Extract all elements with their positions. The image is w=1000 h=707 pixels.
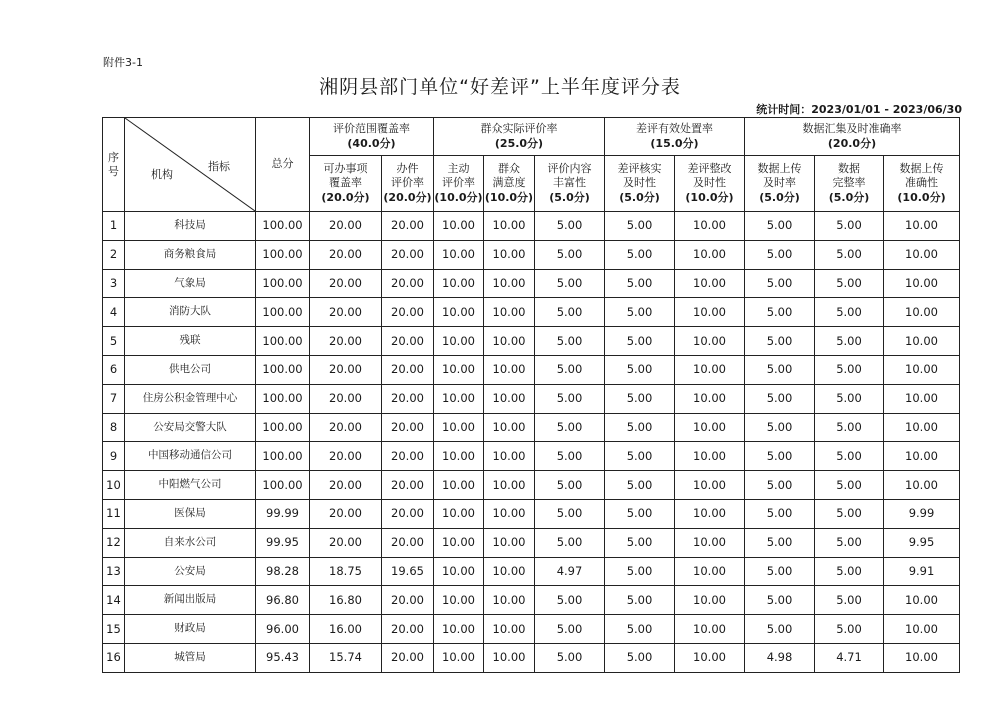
richness-cell: 5.00 xyxy=(535,327,605,356)
richness-cell: 5.00 xyxy=(535,269,605,298)
seq-cell: 6 xyxy=(103,355,125,384)
accuracy-cell: 10.00 xyxy=(884,240,960,269)
stat-time-range: 2023/01/01 - 2023/06/30 xyxy=(811,103,962,116)
completeness-cell: 5.00 xyxy=(815,615,884,644)
upload-timely-cell: 5.00 xyxy=(745,269,815,298)
verify-timely-cell: 5.00 xyxy=(605,355,675,384)
col-header-line: 及时率 xyxy=(763,176,796,190)
case-eval-cell: 20.00 xyxy=(382,212,434,241)
richness-cell: 5.00 xyxy=(535,384,605,413)
upload-timely-cell: 4.98 xyxy=(745,643,815,672)
active-eval-cell: 10.00 xyxy=(434,557,484,586)
total-cell: 100.00 xyxy=(256,355,310,384)
verify-timely-cell: 5.00 xyxy=(605,557,675,586)
case-eval-cell: 20.00 xyxy=(382,240,434,269)
total-cell: 100.00 xyxy=(256,384,310,413)
attachment-label: 附件3-1 xyxy=(103,56,143,69)
org-cell: 自来水公司 xyxy=(125,528,256,557)
accuracy-cell: 10.00 xyxy=(884,269,960,298)
col-header-score: (10.0分) xyxy=(685,190,734,204)
richness-cell: 5.00 xyxy=(535,442,605,471)
seq-cell: 11 xyxy=(103,499,125,528)
org-cell: 城管局 xyxy=(125,643,256,672)
richness-cell: 4.97 xyxy=(535,557,605,586)
verify-timely-cell: 5.00 xyxy=(605,586,675,615)
verify-timely-cell: 5.00 xyxy=(605,212,675,241)
table-row xyxy=(103,442,960,471)
item-coverage-cell: 20.00 xyxy=(310,212,382,241)
table-row xyxy=(103,269,960,298)
group-data-name: 数据汇集及时准确率 xyxy=(802,122,902,136)
col-header-line: 丰富性 xyxy=(553,176,586,190)
org-cell: 科技局 xyxy=(125,212,256,241)
table-row xyxy=(103,615,960,644)
active-eval-cell: 10.00 xyxy=(434,442,484,471)
upload-timely-cell: 5.00 xyxy=(745,298,815,327)
org-cell: 住房公积金管理中心 xyxy=(125,384,256,413)
richness-cell: 5.00 xyxy=(535,298,605,327)
table-row xyxy=(103,298,960,327)
completeness-cell: 5.00 xyxy=(815,413,884,442)
case-eval-cell: 20.00 xyxy=(382,327,434,356)
case-eval-cell: 20.00 xyxy=(382,586,434,615)
table-row xyxy=(103,240,960,269)
total-cell: 100.00 xyxy=(256,442,310,471)
rectify-timely-cell: 10.00 xyxy=(675,240,745,269)
item-coverage-cell: 20.00 xyxy=(310,442,382,471)
completeness-cell: 5.00 xyxy=(815,384,884,413)
header-row-groups xyxy=(103,118,960,156)
case-eval-cell: 20.00 xyxy=(382,298,434,327)
richness-cell: 5.00 xyxy=(535,528,605,557)
item-coverage-cell: 20.00 xyxy=(310,528,382,557)
col-header-score: (5.0分) xyxy=(619,190,660,204)
case-eval-cell: 20.00 xyxy=(382,643,434,672)
seq-cell: 16 xyxy=(103,643,125,672)
col-header-line: 评价内容 xyxy=(547,162,592,176)
verify-timely-cell: 5.00 xyxy=(605,240,675,269)
seq-cell: 5 xyxy=(103,327,125,356)
verify-timely-cell: 5.00 xyxy=(605,615,675,644)
col-header-line: 准确性 xyxy=(905,176,938,190)
col-header-line: 满意度 xyxy=(492,176,526,190)
seq-cell: 8 xyxy=(103,413,125,442)
col-header-line: 群众 xyxy=(498,162,520,176)
item-coverage-cell: 20.00 xyxy=(310,499,382,528)
total-cell: 96.80 xyxy=(256,586,310,615)
org-cell: 消防大队 xyxy=(125,298,256,327)
rectify-timely-cell: 10.00 xyxy=(675,499,745,528)
case-eval-cell: 20.00 xyxy=(382,471,434,500)
active-eval-cell: 10.00 xyxy=(434,384,484,413)
satisfaction-cell: 10.00 xyxy=(484,528,535,557)
active-eval-cell: 10.00 xyxy=(434,499,484,528)
richness-cell: 5.00 xyxy=(535,240,605,269)
table-row xyxy=(103,643,960,672)
satisfaction-cell: 10.00 xyxy=(484,269,535,298)
seq-cell: 2 xyxy=(103,240,125,269)
score-table xyxy=(102,117,960,673)
satisfaction-cell: 10.00 xyxy=(484,384,535,413)
accuracy-cell: 9.95 xyxy=(884,528,960,557)
rectify-timely-cell: 10.00 xyxy=(675,298,745,327)
total-cell: 100.00 xyxy=(256,269,310,298)
org-cell: 气象局 xyxy=(125,269,256,298)
total-cell: 100.00 xyxy=(256,298,310,327)
completeness-cell: 5.00 xyxy=(815,298,884,327)
total-cell: 99.99 xyxy=(256,499,310,528)
col-header-line: 覆盖率 xyxy=(329,176,362,190)
col-header-line: 可办事项 xyxy=(323,162,368,176)
upload-timely-cell: 5.00 xyxy=(745,413,815,442)
upload-timely-cell: 5.00 xyxy=(745,327,815,356)
col-header-item-coverage xyxy=(310,156,382,212)
seq-cell: 7 xyxy=(103,384,125,413)
completeness-cell: 4.71 xyxy=(815,643,884,672)
total-cell: 100.00 xyxy=(256,413,310,442)
seq-header-1: 序 xyxy=(108,150,119,164)
col-header-case-eval xyxy=(382,156,434,212)
case-eval-cell: 20.00 xyxy=(382,615,434,644)
seq-cell: 15 xyxy=(103,615,125,644)
verify-timely-cell: 5.00 xyxy=(605,471,675,500)
org-cell: 残联 xyxy=(125,327,256,356)
seq-header xyxy=(103,118,125,212)
upload-timely-cell: 5.00 xyxy=(745,384,815,413)
org-cell: 公安局 xyxy=(125,557,256,586)
total-cell: 100.00 xyxy=(256,471,310,500)
col-header-upload-timely xyxy=(745,156,815,212)
col-header-line: 及时性 xyxy=(693,176,726,190)
col-header-verify-timely xyxy=(605,156,675,212)
rectify-timely-cell: 10.00 xyxy=(675,384,745,413)
case-eval-cell: 19.65 xyxy=(382,557,434,586)
richness-cell: 5.00 xyxy=(535,643,605,672)
total-cell: 98.28 xyxy=(256,557,310,586)
active-eval-cell: 10.00 xyxy=(434,528,484,557)
total-header: 总分 xyxy=(256,118,310,212)
seq-cell: 3 xyxy=(103,269,125,298)
org-cell: 中阳燃气公司 xyxy=(125,471,256,500)
seq-cell: 12 xyxy=(103,528,125,557)
org-cell: 医保局 xyxy=(125,499,256,528)
table-body xyxy=(103,212,960,673)
table-row xyxy=(103,528,960,557)
item-coverage-cell: 16.00 xyxy=(310,615,382,644)
richness-cell: 5.00 xyxy=(535,355,605,384)
seq-cell: 1 xyxy=(103,212,125,241)
accuracy-cell: 10.00 xyxy=(884,643,960,672)
org-cell: 供电公司 xyxy=(125,355,256,384)
rectify-timely-cell: 10.00 xyxy=(675,557,745,586)
verify-timely-cell: 5.00 xyxy=(605,269,675,298)
rectify-timely-cell: 10.00 xyxy=(675,442,745,471)
active-eval-cell: 10.00 xyxy=(434,355,484,384)
rectify-timely-cell: 10.00 xyxy=(675,269,745,298)
active-eval-cell: 10.00 xyxy=(434,471,484,500)
col-header-line: 数据 xyxy=(838,162,860,176)
group-data-header xyxy=(745,118,960,156)
item-coverage-cell: 20.00 xyxy=(310,327,382,356)
group-evaluation-score: (25.0分) xyxy=(494,136,544,150)
accuracy-cell: 9.99 xyxy=(884,499,960,528)
accuracy-cell: 10.00 xyxy=(884,384,960,413)
seq-cell: 9 xyxy=(103,442,125,471)
col-header-accuracy xyxy=(884,156,960,212)
item-coverage-cell: 20.00 xyxy=(310,471,382,500)
satisfaction-cell: 10.00 xyxy=(484,327,535,356)
item-coverage-cell: 16.80 xyxy=(310,586,382,615)
active-eval-cell: 10.00 xyxy=(434,615,484,644)
group-coverage-name: 评价范围覆盖率 xyxy=(333,122,410,136)
col-header-line: 数据上传 xyxy=(757,162,802,176)
col-header-line: 主动 xyxy=(447,162,470,176)
satisfaction-cell: 10.00 xyxy=(484,240,535,269)
case-eval-cell: 20.00 xyxy=(382,384,434,413)
upload-timely-cell: 5.00 xyxy=(745,615,815,644)
col-header-score: (5.0分) xyxy=(549,190,590,204)
upload-timely-cell: 5.00 xyxy=(745,557,815,586)
col-header-score: (20.0分) xyxy=(383,190,432,204)
active-eval-cell: 10.00 xyxy=(434,586,484,615)
rectify-timely-cell: 10.00 xyxy=(675,471,745,500)
org-indicator-header xyxy=(125,118,256,212)
group-coverage-score: (40.0分) xyxy=(347,136,396,150)
group-bad-review-header xyxy=(605,118,745,156)
table-row xyxy=(103,384,960,413)
col-header-rectify-timely xyxy=(675,156,745,212)
seq-header-2: 号 xyxy=(108,164,119,178)
satisfaction-cell: 10.00 xyxy=(484,413,535,442)
satisfaction-cell: 10.00 xyxy=(484,499,535,528)
org-cell: 中国移动通信公司 xyxy=(125,442,256,471)
accuracy-cell: 10.00 xyxy=(884,471,960,500)
completeness-cell: 5.00 xyxy=(815,586,884,615)
group-evaluation-name: 群众实际评价率 xyxy=(480,122,558,136)
total-cell: 100.00 xyxy=(256,212,310,241)
accuracy-cell: 10.00 xyxy=(884,442,960,471)
completeness-cell: 5.00 xyxy=(815,355,884,384)
rectify-timely-cell: 10.00 xyxy=(675,528,745,557)
satisfaction-cell: 10.00 xyxy=(484,442,535,471)
item-coverage-cell: 20.00 xyxy=(310,298,382,327)
active-eval-cell: 10.00 xyxy=(434,212,484,241)
group-coverage-header xyxy=(310,118,434,156)
col-header-line: 办件 xyxy=(396,162,419,176)
table-row xyxy=(103,499,960,528)
satisfaction-cell: 10.00 xyxy=(484,557,535,586)
completeness-cell: 5.00 xyxy=(815,240,884,269)
total-cell: 100.00 xyxy=(256,240,310,269)
item-coverage-cell: 15.74 xyxy=(310,643,382,672)
active-eval-cell: 10.00 xyxy=(434,269,484,298)
accuracy-cell: 10.00 xyxy=(884,298,960,327)
col-header-score: (10.0分) xyxy=(434,190,483,204)
richness-cell: 5.00 xyxy=(535,413,605,442)
verify-timely-cell: 5.00 xyxy=(605,499,675,528)
satisfaction-cell: 10.00 xyxy=(484,471,535,500)
completeness-cell: 5.00 xyxy=(815,442,884,471)
stat-time xyxy=(756,101,962,117)
verify-timely-cell: 5.00 xyxy=(605,384,675,413)
richness-cell: 5.00 xyxy=(535,471,605,500)
col-header-line: 数据上传 xyxy=(899,162,944,176)
verify-timely-cell: 5.00 xyxy=(605,298,675,327)
page-title: 湘阴县部门单位“好差评”上半年度评分表 xyxy=(319,76,681,98)
richness-cell: 5.00 xyxy=(535,586,605,615)
completeness-cell: 5.00 xyxy=(815,471,884,500)
upload-timely-cell: 5.00 xyxy=(745,212,815,241)
upload-timely-cell: 5.00 xyxy=(745,499,815,528)
accuracy-cell: 10.00 xyxy=(884,413,960,442)
indicator-header: 指标 xyxy=(208,160,230,173)
rectify-timely-cell: 10.00 xyxy=(675,212,745,241)
col-header-active-eval xyxy=(434,156,484,212)
table-row xyxy=(103,413,960,442)
group-evaluation-header xyxy=(434,118,605,156)
col-header-line: 差评整改 xyxy=(687,162,732,176)
active-eval-cell: 10.00 xyxy=(434,413,484,442)
completeness-cell: 5.00 xyxy=(815,212,884,241)
accuracy-cell: 10.00 xyxy=(884,355,960,384)
col-header-line: 差评核实 xyxy=(617,162,662,176)
org-cell: 财政局 xyxy=(125,615,256,644)
active-eval-cell: 10.00 xyxy=(434,298,484,327)
org-cell: 商务粮食局 xyxy=(125,240,256,269)
verify-timely-cell: 5.00 xyxy=(605,643,675,672)
org-cell: 公安局交警大队 xyxy=(125,413,256,442)
rectify-timely-cell: 10.00 xyxy=(675,643,745,672)
rectify-timely-cell: 10.00 xyxy=(675,327,745,356)
table-row xyxy=(103,327,960,356)
total-cell: 99.95 xyxy=(256,528,310,557)
col-header-richness xyxy=(535,156,605,212)
diagonal-line xyxy=(125,118,255,211)
upload-timely-cell: 5.00 xyxy=(745,240,815,269)
col-header-score: (5.0分) xyxy=(759,190,800,204)
col-header-score: (10.0分) xyxy=(897,190,946,204)
accuracy-cell: 10.00 xyxy=(884,586,960,615)
rectify-timely-cell: 10.00 xyxy=(675,586,745,615)
satisfaction-cell: 10.00 xyxy=(484,298,535,327)
rectify-timely-cell: 10.00 xyxy=(675,615,745,644)
table-row xyxy=(103,355,960,384)
col-header-line: 评价率 xyxy=(442,176,475,190)
satisfaction-cell: 10.00 xyxy=(484,615,535,644)
completeness-cell: 5.00 xyxy=(815,327,884,356)
active-eval-cell: 10.00 xyxy=(434,240,484,269)
seq-cell: 14 xyxy=(103,586,125,615)
seq-cell: 10 xyxy=(103,471,125,500)
satisfaction-cell: 10.00 xyxy=(484,355,535,384)
completeness-cell: 5.00 xyxy=(815,557,884,586)
richness-cell: 5.00 xyxy=(535,212,605,241)
table-row xyxy=(103,471,960,500)
case-eval-cell: 20.00 xyxy=(382,413,434,442)
seq-cell: 13 xyxy=(103,557,125,586)
richness-cell: 5.00 xyxy=(535,499,605,528)
richness-cell: 5.00 xyxy=(535,615,605,644)
group-bad-review-name: 差评有效处置率 xyxy=(636,122,713,136)
total-cell: 96.00 xyxy=(256,615,310,644)
accuracy-cell: 10.00 xyxy=(884,327,960,356)
accuracy-cell: 10.00 xyxy=(884,212,960,241)
rectify-timely-cell: 10.00 xyxy=(675,355,745,384)
item-coverage-cell: 18.75 xyxy=(310,557,382,586)
completeness-cell: 5.00 xyxy=(815,499,884,528)
verify-timely-cell: 5.00 xyxy=(605,528,675,557)
table-row xyxy=(103,586,960,615)
org-cell: 新闻出版局 xyxy=(125,586,256,615)
group-bad-review-score: (15.0分) xyxy=(650,136,699,150)
stat-time-label: 统计时间： xyxy=(756,103,812,116)
case-eval-cell: 20.00 xyxy=(382,528,434,557)
verify-timely-cell: 5.00 xyxy=(605,327,675,356)
rectify-timely-cell: 10.00 xyxy=(675,413,745,442)
item-coverage-cell: 20.00 xyxy=(310,240,382,269)
total-cell: 100.00 xyxy=(256,327,310,356)
case-eval-cell: 20.00 xyxy=(382,442,434,471)
item-coverage-cell: 20.00 xyxy=(310,384,382,413)
item-coverage-cell: 20.00 xyxy=(310,355,382,384)
item-coverage-cell: 20.00 xyxy=(310,269,382,298)
item-coverage-cell: 20.00 xyxy=(310,413,382,442)
completeness-cell: 5.00 xyxy=(815,528,884,557)
col-header-line: 完整率 xyxy=(832,176,866,190)
col-header-score: (20.0分) xyxy=(321,190,370,204)
completeness-cell: 5.00 xyxy=(815,269,884,298)
upload-timely-cell: 5.00 xyxy=(745,442,815,471)
group-data-score: (20.0分) xyxy=(827,136,877,150)
col-header-score: (10.0分) xyxy=(484,190,534,204)
active-eval-cell: 10.00 xyxy=(434,643,484,672)
active-eval-cell: 10.00 xyxy=(434,327,484,356)
org-header: 机构 xyxy=(151,168,173,181)
verify-timely-cell: 5.00 xyxy=(605,442,675,471)
total-cell: 95.43 xyxy=(256,643,310,672)
upload-timely-cell: 5.00 xyxy=(745,586,815,615)
upload-timely-cell: 5.00 xyxy=(745,355,815,384)
case-eval-cell: 20.00 xyxy=(382,269,434,298)
seq-cell: 4 xyxy=(103,298,125,327)
col-header-completeness xyxy=(815,156,884,212)
accuracy-cell: 10.00 xyxy=(884,615,960,644)
satisfaction-cell: 10.00 xyxy=(484,586,535,615)
col-header-line: 及时性 xyxy=(623,176,656,190)
accuracy-cell: 9.91 xyxy=(884,557,960,586)
col-header-satisfaction xyxy=(484,156,535,212)
col-header-line: 评价率 xyxy=(391,176,424,190)
satisfaction-cell: 10.00 xyxy=(484,212,535,241)
upload-timely-cell: 5.00 xyxy=(745,471,815,500)
col-header-score: (5.0分) xyxy=(828,190,870,204)
upload-timely-cell: 5.00 xyxy=(745,528,815,557)
case-eval-cell: 20.00 xyxy=(382,355,434,384)
table-row xyxy=(103,212,960,241)
verify-timely-cell: 5.00 xyxy=(605,413,675,442)
satisfaction-cell: 10.00 xyxy=(484,643,535,672)
table-row xyxy=(103,557,960,586)
case-eval-cell: 20.00 xyxy=(382,499,434,528)
